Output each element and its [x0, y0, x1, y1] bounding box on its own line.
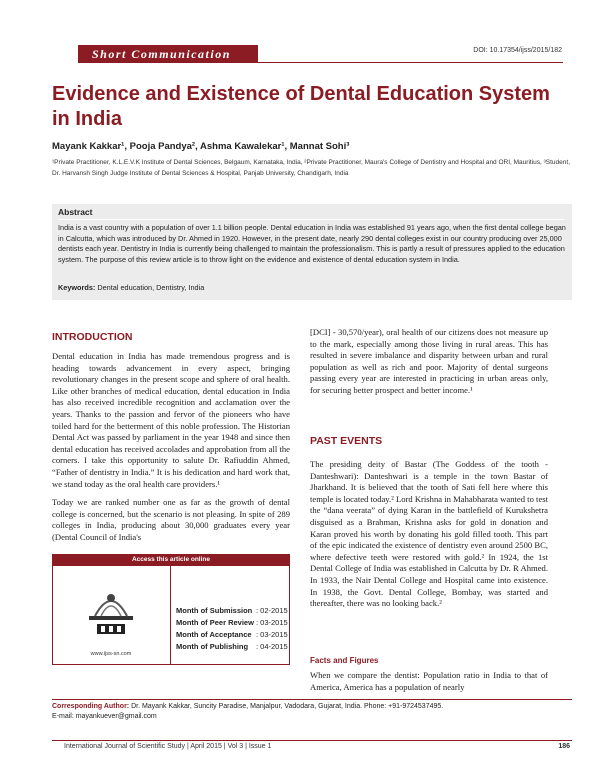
- doi-label[interactable]: DOI: 10.17354/ijss/2015/182: [473, 47, 562, 54]
- acceptance-value: : 03-2015: [256, 630, 288, 639]
- authors: Mayank Kakkar¹, Pooja Pandya², Ashma Kawalekar¹, Mannat Sohi³: [52, 141, 350, 152]
- website-link[interactable]: www.ijss-sn.com: [90, 651, 132, 657]
- past-events-paragraph: The presiding deity of Bastar (The Goddess of the tooth - Danteshwari): Danteshwari is a temple in the town Bastar of Jharkhand. It is believed that the tooth of Sati fell here where this temple is located today.² Lord Krishna in Mahabharata wanted to test the “dana veerata” of dying Karan in the battlefield of Kurukshetra disguised as a Brahman, Krishna asks for gold in donation and Karan proved his worth by donating his gold filled tooth. This part of the epic indicated the existence of dentistry even around 2500 BC, where defective teeth were restored with gold.² In 1924, the 1st Dental College of India was established in Calcutta by Dr. R Ahmed. In 1933, the Nair Dental College and Hospital came into existence. In 1938, the Govt. Dental College, Bombay, was started and thereafter, there was no looking back.²: [310, 459, 548, 609]
- publishing-label: Month of Publishing: [176, 642, 249, 651]
- peer-review-row: [176, 618, 288, 627]
- keywords: [58, 283, 204, 292]
- past-events-heading: PAST EVENTS: [310, 435, 383, 447]
- corresponding-author: [52, 702, 572, 722]
- submission-row: [176, 606, 288, 615]
- article-type-badge: Short Communication: [78, 45, 258, 63]
- footer-rule: [52, 740, 572, 741]
- abstract-heading: Abstract: [58, 207, 93, 217]
- access-online-heading: Access this article online: [52, 554, 290, 565]
- acceptance-label: Month of Acceptance: [176, 630, 252, 639]
- submission-label: Month of Submission: [176, 606, 253, 615]
- access-box-divider: [170, 565, 171, 664]
- corresponding-text: Dr. Mayank Kakkar, Suncity Paradise, Manjalpur, Vadodara, Gujarat, India. Phone: +91-9724537495.: [129, 703, 444, 710]
- keywords-values: Dental education, Dentistry, India: [95, 283, 205, 292]
- journal-logo-icon: [75, 576, 147, 648]
- acceptance-row: [176, 630, 288, 639]
- peer-review-value: : 03-2015: [256, 618, 288, 627]
- publishing-row: [176, 642, 288, 651]
- publishing-value: : 04-2015: [256, 642, 288, 651]
- keywords-label: Keywords:: [58, 283, 96, 292]
- introduction-heading: INTRODUCTION: [52, 331, 133, 343]
- affiliations: ¹Private Practitioner, K.L.E.V.K Institute of Dental Sciences, Belgaum, Karnataka, India, ²Private Practitioner, Maura's College of Dentistry and Hospital and ORI, Mauritius, ³Student, Dr. Harvansh Singh Judge Institute of Dental Sciences & Hospital, Panjab University, Chandigarh, India: [52, 159, 571, 177]
- abstract-text: India is a vast country with a population of over 1.1 billion people. Dental education in India was established 91 years ago, when the first dental college began in Calcutta, which was introduced by Dr. Ahmed in 1920. However, in the present date, nearly 290 dental colleges exist in our country producing over 25,000 dentists each year. Dentistry in India is currently being challenged to maintain the professionalism. This is partly a result of pressures applied to the education system. The purpose of this review article is to throw light on the evidence and existence of dental education system in India.: [58, 223, 566, 264]
- page-number: 186: [558, 743, 570, 750]
- abstract-divider: [58, 219, 564, 220]
- facts-figures-paragraph: When we compare the dentist: Population ratio in India to that of America, America has a population of nearly: [310, 670, 548, 692]
- introduction-paragraph-1: Dental education in India has made tremendous progress and is heading towards advancement in every aspect, bringing revolutionary changes in the present scope and sphere of oral health. Like other branches of medical education, dental education in India has also received incredible recognition and acclamation over the years. Thanks to the passion and fervor of the pioneers who have toiled hard for the betterment of this noble profession. The Historian Dental Act was passed by parliament in the year 1948 and since then dental education has received accolades and approbation from all the corners. I take this opportunity to salute Dr. Rafiuddin Ahmed, “Father of dentistry in India.” It is his dedication and hard work that, we stand today as the oral health care providers.¹: [52, 351, 290, 489]
- facts-figures-heading: Facts and Figures: [310, 656, 379, 665]
- journal-footer: International Journal of Scientific Study | April 2015 | Vol 3 | Issue 1: [64, 743, 272, 750]
- corresponding-label: Corresponding Author:: [52, 703, 130, 710]
- introduction-paragraph-2: Today we are ranked number one as far as the growth of dental college is concerned, but the scenario is not pleasing. In spite of 289 colleges in India, producing about 30,000 graduates every year (Dental Council of India's: [52, 497, 290, 542]
- submission-value: : 02-2015: [256, 606, 288, 615]
- header-rule: [258, 62, 563, 63]
- email-link[interactable]: E-mail: mayankuever@gmail.com: [52, 713, 157, 720]
- right-column-paragraph-1: [DCI] - 30,570/year), oral health of our citizens does not measure up to the mark, especially among those living in rural areas. This has resulted in severe imbalance and disparity between urban and rural population as well as rich and poor. Majority of dental surgeons passing every year are interested in practicing in urban areas only, for securing better prospect and better income.¹: [310, 327, 548, 395]
- corresponding-rule: [52, 699, 572, 700]
- peer-review-label: Month of Peer Review: [176, 618, 254, 627]
- article-title: Evidence and Existence of Dental Education System in India: [52, 83, 550, 130]
